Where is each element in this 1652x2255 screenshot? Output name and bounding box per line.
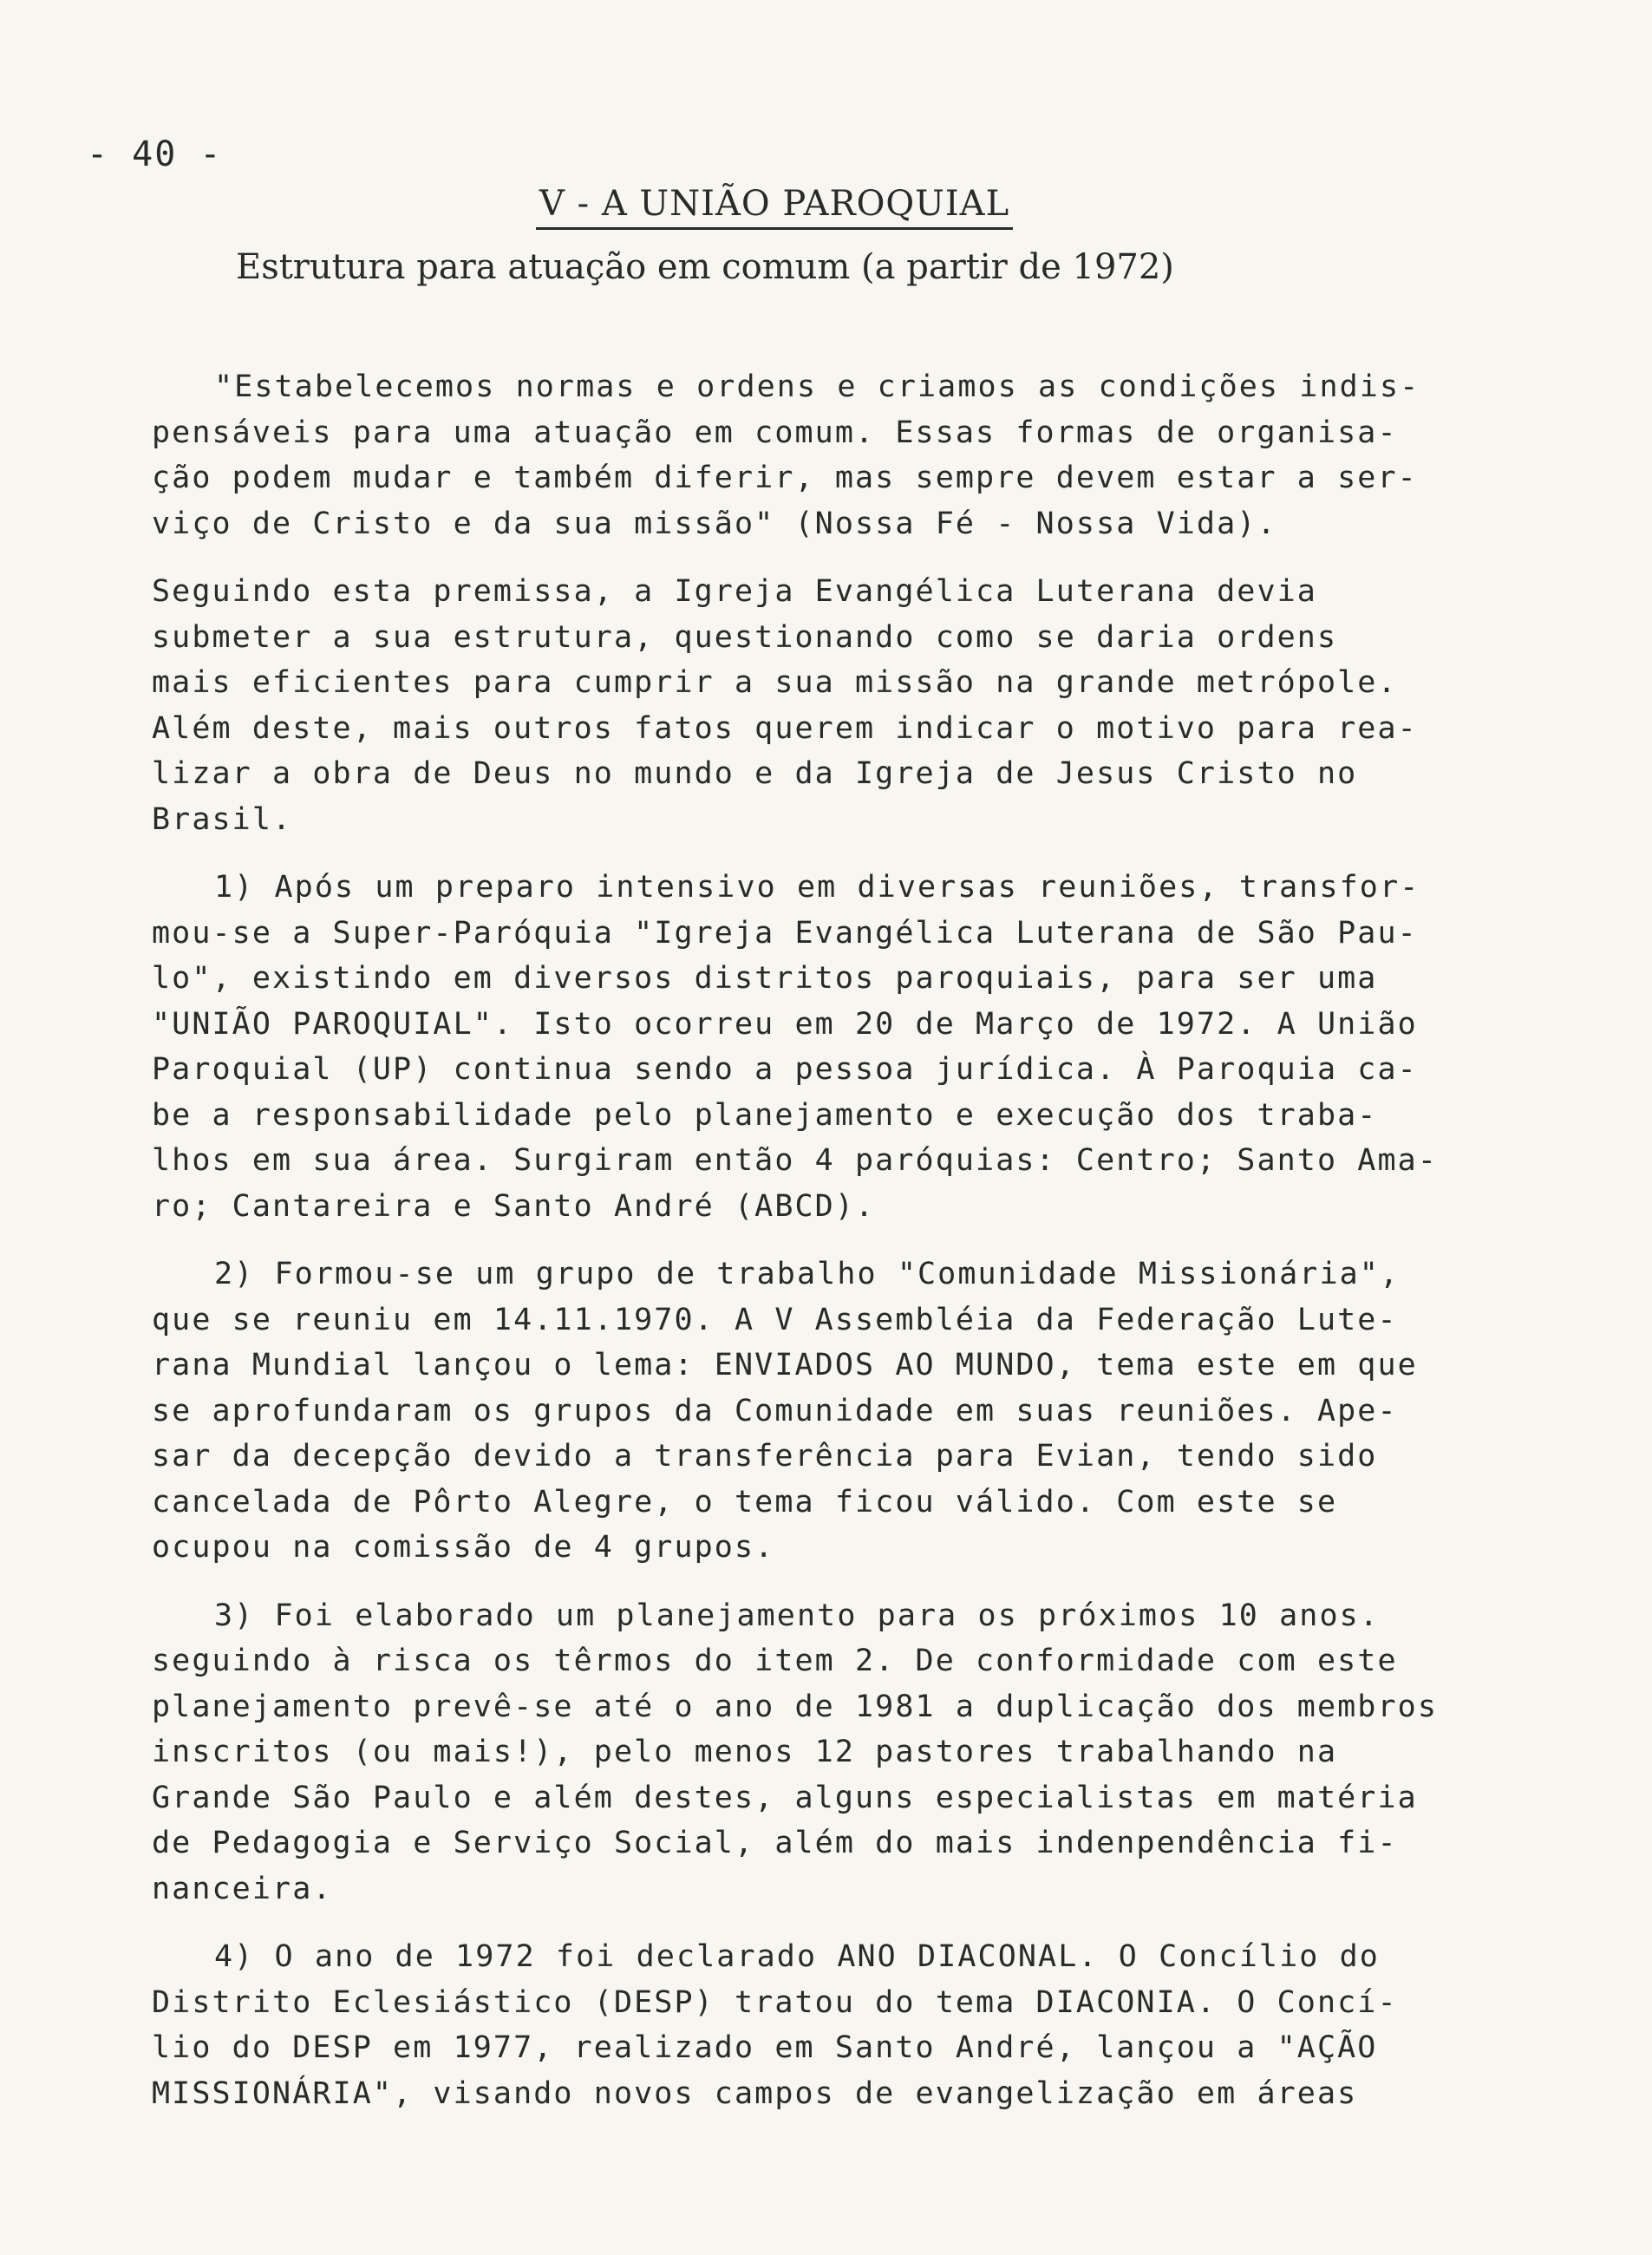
page-number: - 40 - xyxy=(87,134,223,174)
text-line: Brasil. xyxy=(152,801,293,837)
text-line: 4) O ano de 1972 foi declarado ANO DIACONAL. O Concílio do xyxy=(214,1939,1380,1974)
paragraph xyxy=(152,1934,1574,2116)
chapter-title: V - A UNIÃO PAROQUIAL xyxy=(536,184,1013,230)
text-line: submeter a sua estrutura, questionando como se daria ordens xyxy=(152,619,1338,655)
text-line: 3) Foi elaborado um planejamento para os próximos 10 anos. xyxy=(214,1598,1380,1633)
text-line: "Estabelecemos normas e ordens e criamos as condições indis- xyxy=(214,369,1420,404)
text-line: sar da decepção devido a transferência para Evian, tendo sido xyxy=(152,1439,1378,1474)
text-line: lio do DESP em 1977, realizado em Santo André, lançou a "AÇÃO xyxy=(152,2030,1378,2065)
text-line: mou-se a Super-Paróquia "Igreja Evangélica Luterana de São Pau- xyxy=(152,915,1418,951)
text-line: mais eficientes para cumprir a sua missão na grande metrópole. xyxy=(152,665,1398,700)
text-line: Paroquial (UP) continua sendo a pessoa jurídica. À Paroquia ca- xyxy=(152,1052,1418,1087)
paragraph xyxy=(152,1593,1574,1912)
text-line: Seguindo esta premissa, a Igreja Evangélica Luterana devia xyxy=(152,574,1317,609)
text-line: nanceira. xyxy=(152,1871,333,1906)
text-line: viço de Cristo e da sua missão" (Nossa Fé - Nossa Vida). xyxy=(152,506,1277,541)
text-line: 2) Formou-se um grupo de trabalho "Comunidade Missionária", xyxy=(214,1257,1401,1291)
text-line: rana Mundial lançou o lema: ENVIADOS AO MUNDO, tema este em que xyxy=(152,1348,1418,1382)
text-line: Distrito Eclesiástico (DESP) tratou do tema DIACONIA. O Concí- xyxy=(152,1984,1398,2020)
text-line: seguindo à risca os têrmos do item 2. De conformidade com este xyxy=(152,1644,1398,1678)
text-line: lhos em sua área. Surgiram então 4 paróquias: Centro; Santo Ama- xyxy=(152,1143,1438,1178)
text-line: que se reuniu em 14.11.1970. A V Assembléia da Federação Lute- xyxy=(152,1302,1398,1337)
text-line: lizar a obra de Deus no mundo e da Igreja de Jesus Cristo no xyxy=(152,756,1358,791)
body-text xyxy=(152,364,1574,2139)
paragraph xyxy=(152,865,1574,1229)
text-line: lo", existindo em diversos distritos paroquiais, para ser uma xyxy=(152,961,1378,996)
text-line: inscritos (ou mais!), pelo menos 12 pastores trabalhando na xyxy=(152,1735,1338,1769)
paragraph xyxy=(152,364,1574,546)
text-line: de Pedagogia e Serviço Social, além do mais indenpendência fi- xyxy=(152,1826,1398,1860)
text-line: be a responsabilidade pelo planejamento e execução dos traba- xyxy=(152,1097,1378,1133)
paragraph xyxy=(152,569,1574,842)
text-line: ocupou na comissão de 4 grupos. xyxy=(152,1530,775,1565)
text-line: ro; Cantareira e Santo André (ABCD). xyxy=(152,1188,876,1224)
chapter-subtitle: Estrutura para atuação em comum (a partir de 1972) xyxy=(236,247,1174,287)
text-line: Grande São Paulo e além destes, alguns especialistas em matéria xyxy=(152,1780,1418,1815)
text-line: pensáveis para uma atuação em comum. Essas formas de organisa- xyxy=(152,415,1398,450)
text-line: "UNIÃO PAROQUIAL". Isto ocorreu em 20 de Março de 1972. A União xyxy=(152,1006,1418,1042)
paragraph xyxy=(152,1252,1574,1571)
text-line: planejamento prevê-se até o ano de 1981 a duplicação dos membros xyxy=(152,1689,1438,1724)
text-line: ção podem mudar e também diferir, mas sempre devem estar a ser- xyxy=(152,461,1418,495)
text-line: MISSIONÁRIA", visando novos campos de evangelização em áreas xyxy=(152,2075,1358,2111)
text-line: Além deste, mais outros fatos querem indicar o motivo para rea- xyxy=(152,710,1418,746)
text-line: 1) Após um preparo intensivo em diversas reuniões, transfor- xyxy=(214,870,1420,905)
text-line: se aprofundaram os grupos da Comunidade em suas reuniões. Ape- xyxy=(152,1393,1398,1428)
text-line: cancelada de Pôrto Alegre, o tema ficou válido. Com este se xyxy=(152,1484,1338,1520)
